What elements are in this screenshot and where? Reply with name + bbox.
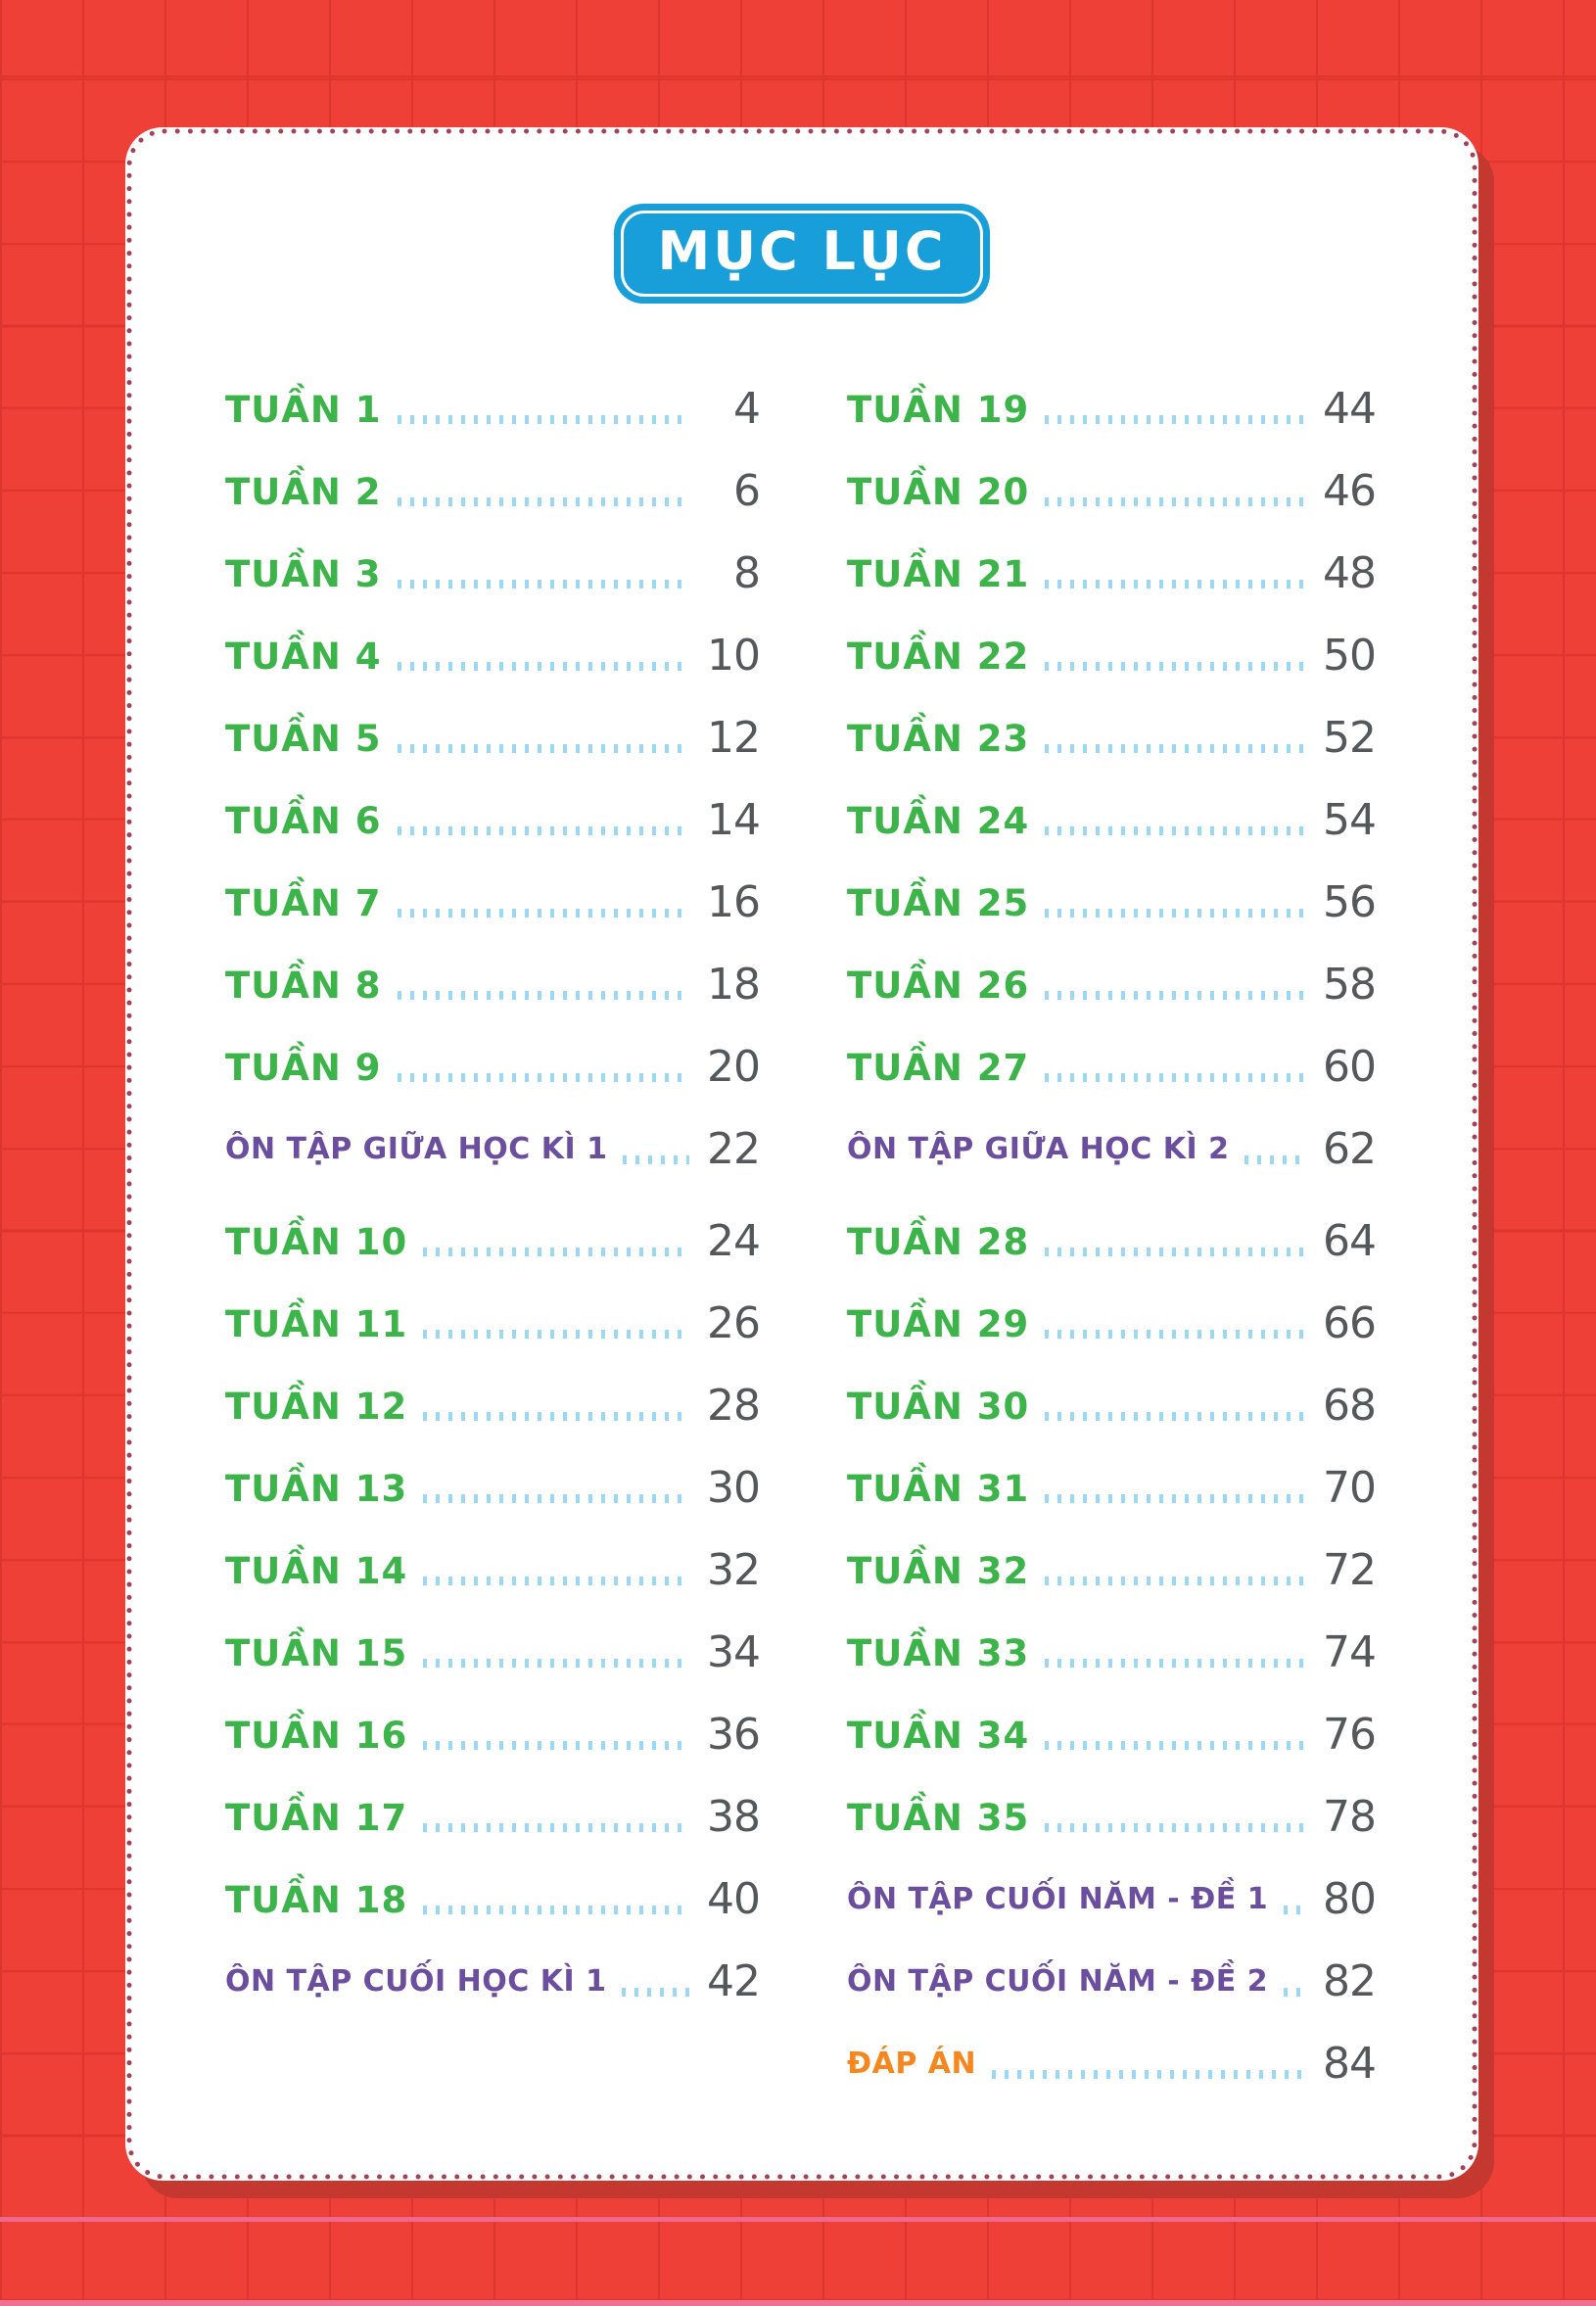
dotted-leader <box>1045 1577 1305 1585</box>
toc-entry-label: TUẦN 24 <box>847 799 1030 842</box>
toc-entry-page-number: 28 <box>707 1381 760 1431</box>
toc-entry-label: TUẦN 17 <box>225 1796 408 1839</box>
toc-entry-page-number: 74 <box>1323 1627 1376 1677</box>
dotted-leader <box>622 1988 689 1997</box>
toc-entry-label: TUẦN 22 <box>847 635 1030 678</box>
dotted-leader <box>398 826 689 835</box>
dotted-leader <box>1045 991 1305 1000</box>
toc-entry <box>225 1859 760 1941</box>
toc-entry-page-number: 32 <box>707 1545 760 1595</box>
dotted-leader <box>423 1330 689 1339</box>
toc-entry <box>225 1108 760 1191</box>
dotted-leader <box>1045 1823 1305 1832</box>
toc-entry-page-number: 56 <box>1323 877 1376 927</box>
toc-entry <box>847 1776 1376 1859</box>
toc-entry-page-number: 50 <box>1323 631 1376 681</box>
toc-card <box>125 127 1479 2181</box>
toc-entry-label: TUẦN 33 <box>847 1631 1030 1674</box>
toc-entry <box>847 1529 1376 1612</box>
dotted-leader <box>1244 1155 1305 1164</box>
dotted-leader <box>423 1741 689 1750</box>
toc-entry <box>225 1612 760 1694</box>
toc-entry-page-number: 34 <box>707 1627 760 1677</box>
dotted-leader <box>1045 1073 1305 1082</box>
toc-entry <box>847 1612 1376 1694</box>
toc-entry-page-number: 64 <box>1323 1216 1376 1266</box>
toc-entry-label: TUẦN 25 <box>847 881 1030 924</box>
dotted-leader <box>423 1823 689 1832</box>
dotted-leader <box>423 1906 689 1914</box>
toc-entry <box>225 944 760 1026</box>
dotted-leader <box>1045 1494 1305 1503</box>
dotted-leader <box>623 1155 689 1164</box>
toc-entry <box>847 1694 1376 1776</box>
dotted-leader <box>398 662 689 671</box>
toc-entry-page-number: 24 <box>707 1216 760 1266</box>
toc-entry-label: ÔN TẬP GIỮA HỌC KÌ 1 <box>225 1132 608 1166</box>
toc-entry <box>847 1365 1376 1447</box>
dotted-leader <box>423 1247 689 1256</box>
toc-entry <box>847 697 1376 779</box>
dotted-leader <box>1045 826 1305 835</box>
toc-entry <box>847 1941 1376 2023</box>
toc-entry <box>847 450 1376 533</box>
toc-entry-label: TUẦN 28 <box>847 1220 1030 1263</box>
dotted-leader <box>992 2070 1305 2079</box>
toc-entry-label: TUẦN 19 <box>847 388 1030 431</box>
toc-entry-label: TUẦN 20 <box>847 470 1030 513</box>
toc-entry <box>225 779 760 862</box>
toc-entry <box>225 697 760 779</box>
toc-entry-page-number: 38 <box>707 1792 760 1842</box>
toc-entry-page-number: 44 <box>1323 384 1376 434</box>
toc-entry-page-number: 68 <box>1323 1381 1376 1431</box>
dotted-leader <box>1045 744 1305 753</box>
toc-entry-label: TUẦN 32 <box>847 1549 1030 1592</box>
toc-entry-label: TUẦN 9 <box>225 1046 382 1089</box>
dotted-leader <box>398 909 689 918</box>
toc-entry-label: ÔN TẬP GIỮA HỌC KÌ 2 <box>847 1132 1230 1166</box>
toc-entry-page-number: 12 <box>707 713 760 763</box>
page-title: MỤC LỤC <box>657 220 947 282</box>
dotted-leader <box>398 415 689 424</box>
dotted-leader <box>1045 580 1305 588</box>
toc-entry-label: TUẦN 6 <box>225 799 382 842</box>
toc-entry-page-number: 48 <box>1323 548 1376 598</box>
toc-entry-label: TUẦN 4 <box>225 635 382 678</box>
toc-entry <box>847 1108 1376 1191</box>
toc-entry <box>847 1026 1376 1108</box>
toc-entry-label: TUẦN 29 <box>847 1302 1030 1345</box>
dotted-leader <box>1045 662 1305 671</box>
toc-entry-label: TUẦN 2 <box>225 470 382 513</box>
dotted-leader <box>1045 1659 1305 1668</box>
toc-entry <box>847 1447 1376 1529</box>
toc-entry-page-number: 80 <box>1323 1874 1376 1924</box>
toc-entry-page-number: 20 <box>707 1042 760 1092</box>
toc-entry-page-number: 40 <box>707 1874 760 1924</box>
toc-entry <box>225 1694 760 1776</box>
toc-entry-page-number: 66 <box>1323 1298 1376 1348</box>
toc-entry-label: TUẦN 31 <box>847 1467 1030 1510</box>
toc-entry <box>225 862 760 944</box>
toc-entry <box>225 1941 760 2023</box>
dotted-leader <box>398 580 689 588</box>
toc-entry-label: TUẦN 15 <box>225 1631 408 1674</box>
dotted-leader <box>1045 497 1305 506</box>
toc-entry <box>225 1776 760 1859</box>
toc-entry-label: ÔN TẬP CUỐI NĂM - ĐỀ 1 <box>847 1882 1269 1916</box>
toc-entry-label: TUẦN 34 <box>847 1714 1030 1757</box>
toc-entry-label: TUẦN 5 <box>225 717 382 760</box>
toc-entry-label: TUẦN 26 <box>847 964 1030 1007</box>
toc-entry-label: TUẦN 23 <box>847 717 1030 760</box>
toc-entry-page-number: 16 <box>707 877 760 927</box>
toc-entry-label: TUẦN 10 <box>225 1220 408 1263</box>
dotted-leader <box>1045 1330 1305 1339</box>
toc-entry-label: TUẦN 14 <box>225 1549 408 1592</box>
dotted-leader <box>1045 1412 1305 1421</box>
toc-entry-label: TUẦN 1 <box>225 388 382 431</box>
dotted-leader <box>423 1577 689 1585</box>
toc-entry <box>847 1200 1376 1283</box>
toc-entry-label: TUẦN 12 <box>225 1385 408 1428</box>
toc-entry-page-number: 84 <box>1323 2039 1376 2089</box>
toc-entry <box>847 615 1376 697</box>
dotted-leader <box>1284 1906 1305 1914</box>
toc-entry <box>225 533 760 615</box>
toc-entry-label: TUẦN 21 <box>847 552 1030 595</box>
toc-entry-label: TUẦN 35 <box>847 1796 1030 1839</box>
toc-entry-page-number: 58 <box>1323 960 1376 1010</box>
toc-entry-label: ÔN TẬP CUỐI HỌC KÌ 1 <box>225 1964 607 1999</box>
toc-entry <box>847 779 1376 862</box>
toc-entry-page-number: 42 <box>707 1956 760 2006</box>
toc-entry-label: ĐÁP ÁN <box>847 2047 977 2081</box>
toc-entry-page-number: 4 <box>733 384 760 434</box>
dotted-leader <box>398 1073 689 1082</box>
dotted-leader <box>1045 415 1305 424</box>
toc-entry <box>225 1447 760 1529</box>
dotted-leader <box>398 497 689 506</box>
toc-entry-page-number: 60 <box>1323 1042 1376 1092</box>
dotted-leader <box>1045 1247 1305 1256</box>
toc-entry-page-number: 46 <box>1323 466 1376 516</box>
toc-entry-label: TUẦN 18 <box>225 1878 408 1921</box>
toc-entry-label: TUẦN 8 <box>225 964 382 1007</box>
toc-entry <box>847 368 1376 450</box>
dotted-leader <box>398 744 689 753</box>
dotted-leader <box>1045 1741 1305 1750</box>
toc-entry-page-number: 70 <box>1323 1463 1376 1513</box>
toc-entry-label: ÔN TẬP CUỐI NĂM - ĐỀ 2 <box>847 1964 1269 1999</box>
toc-entry-page-number: 6 <box>733 466 760 516</box>
toc-entry <box>225 1529 760 1612</box>
toc-entry <box>225 1365 760 1447</box>
toc-entry-label: TUẦN 30 <box>847 1385 1030 1428</box>
toc-entry <box>225 1200 760 1283</box>
toc-entry-page-number: 72 <box>1323 1545 1376 1595</box>
toc-entry <box>225 368 760 450</box>
toc-entry-page-number: 22 <box>707 1124 760 1174</box>
toc-entry <box>225 1026 760 1108</box>
dotted-leader <box>1045 909 1305 918</box>
toc-entry-page-number: 76 <box>1323 1710 1376 1760</box>
toc-entry-label: TUẦN 3 <box>225 552 382 595</box>
toc-entry-label: TUẦN 11 <box>225 1302 408 1345</box>
toc-entry <box>847 1859 1376 1941</box>
toc-entry-page-number: 26 <box>707 1298 760 1348</box>
bottom-pink-strip <box>0 2300 1596 2306</box>
toc-entry-page-number: 52 <box>1323 713 1376 763</box>
toc-entry-page-number: 36 <box>707 1710 760 1760</box>
toc-entry-page-number: 30 <box>707 1463 760 1513</box>
dotted-leader <box>398 991 689 1000</box>
toc-entry <box>847 533 1376 615</box>
toc-entry-page-number: 62 <box>1323 1124 1376 1174</box>
toc-entry <box>225 1283 760 1365</box>
toc-entry <box>847 862 1376 944</box>
toc-entry-label: TUẦN 16 <box>225 1714 408 1757</box>
toc-entry-page-number: 10 <box>707 631 760 681</box>
toc-entry-label: TUẦN 13 <box>225 1467 408 1510</box>
dotted-leader <box>423 1494 689 1503</box>
toc-entry <box>847 944 1376 1026</box>
toc-column-left <box>225 368 760 2023</box>
toc-entry-page-number: 14 <box>707 795 760 845</box>
grid-pink-accent-line <box>0 2217 1596 2222</box>
dotted-leader <box>423 1412 689 1421</box>
toc-entry <box>847 2023 1376 2105</box>
toc-entry <box>847 1283 1376 1365</box>
toc-entry-page-number: 82 <box>1323 1956 1376 2006</box>
toc-entry <box>225 450 760 533</box>
toc-entry-page-number: 18 <box>707 960 760 1010</box>
toc-entry-page-number: 54 <box>1323 795 1376 845</box>
dotted-leader <box>1284 1988 1305 1997</box>
toc-entry-page-number: 8 <box>733 548 760 598</box>
toc-entry-label: TUẦN 27 <box>847 1046 1030 1089</box>
title-badge <box>614 204 990 304</box>
toc-entry-page-number: 78 <box>1323 1792 1376 1842</box>
toc-entry-label: TUẦN 7 <box>225 881 382 924</box>
toc-entry <box>225 615 760 697</box>
dotted-leader <box>423 1659 689 1668</box>
toc-column-right <box>847 368 1376 2105</box>
